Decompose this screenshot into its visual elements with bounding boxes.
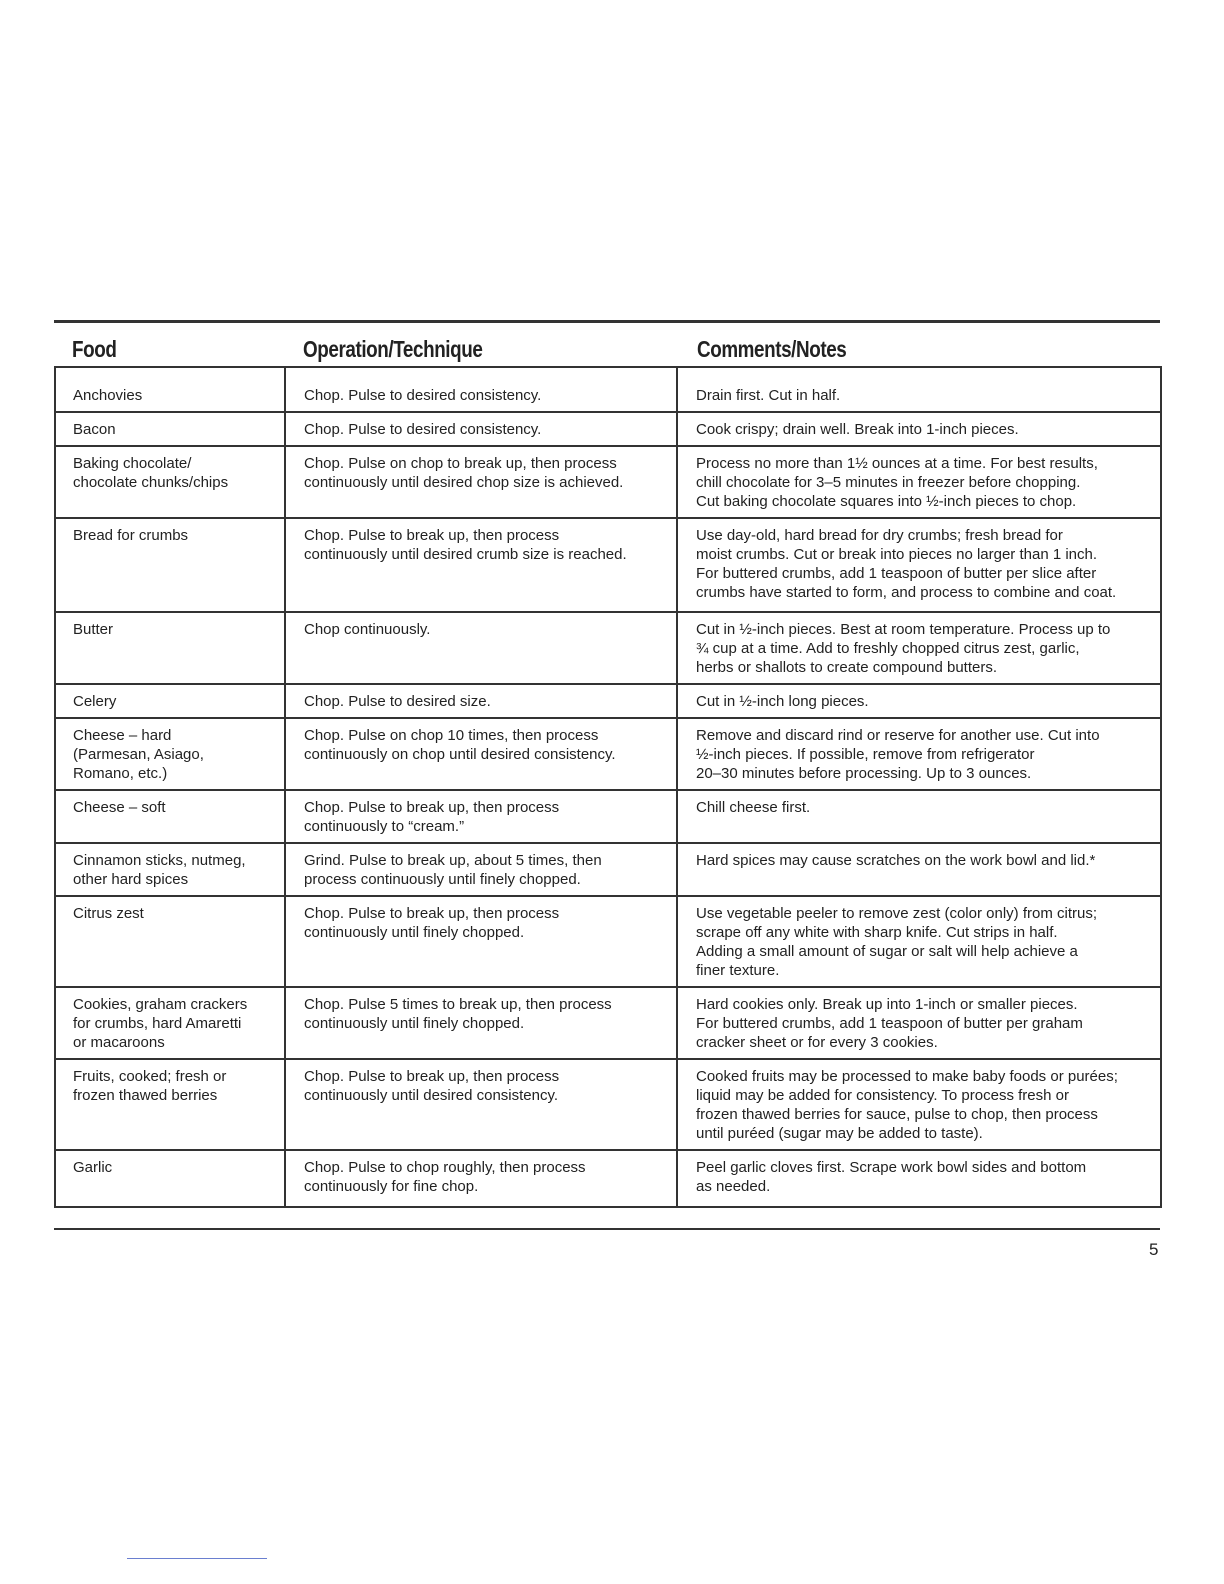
food-cell: Bacon [55,412,285,446]
food-cell: Cinnamon sticks, nutmeg, other hard spices [55,843,285,896]
table-row [55,896,1161,987]
table-row [55,843,1161,896]
operation-cell: Chop. Pulse to desired size. [285,684,677,718]
comments-cell: Peel garlic cloves first. Scrape work bowl sides and bottom as needed. [677,1150,1161,1207]
comments-cell: Use day-old, hard bread for dry crumbs; fresh bread for moist crumbs. Cut or break into pieces no larger than 1 inch. For buttered crumbs, add 1 teaspoon of butter per slice after crumbs have started to form, and process to combine and coat. [677,518,1161,612]
table-row [55,718,1161,790]
table-row [55,367,1161,412]
food-cell: Garlic [55,1150,285,1207]
food-cell: Bread for crumbs [55,518,285,612]
comments-cell: Use vegetable peeler to remove zest (color only) from citrus; scrape off any white with sharp knife. Cut strips in half. Adding a small amount of sugar or salt will help achieve a finer texture. [677,896,1161,987]
operation-cell: Chop. Pulse 5 times to break up, then process continuously until finely chopped. [285,987,677,1059]
food-cell: Celery [55,684,285,718]
footer-line [127,1558,267,1559]
table-row [55,612,1161,684]
table-row [55,1150,1161,1207]
header-comments: Comments/Notes [697,336,847,362]
page-number: 5 [1149,1240,1159,1259]
comments-cell: Cut in ½-inch long pieces. [677,684,1161,718]
food-cell: Fruits, cooked; fresh or frozen thawed berries [55,1059,285,1150]
food-cell: Cheese – hard (Parmesan, Asiago, Romano, etc.) [55,718,285,790]
food-cell: Anchovies [55,367,285,412]
comments-cell: Drain first. Cut in half. [677,367,1161,412]
operation-cell: Chop. Pulse on chop 10 times, then process continuously on chop until desired consistency. [285,718,677,790]
operation-cell: Chop. Pulse to break up, then process continuously to “cream.” [285,790,677,843]
header-operation: Operation/Technique [303,336,483,362]
header-food: Food [72,336,117,362]
comments-cell: Remove and discard rind or reserve for another use. Cut into ½-inch pieces. If possible, remove from refrigerator 20–30 minutes before processing. Up to 3 ounces. [677,718,1161,790]
comments-cell: Cook crispy; drain well. Break into 1-inch pieces. [677,412,1161,446]
food-cell: Cookies, graham crackers for crumbs, hard Amaretti or macaroons [55,987,285,1059]
top-rule [54,320,1160,323]
operation-cell: Chop. Pulse to break up, then process continuously until desired consistency. [285,1059,677,1150]
comments-cell: Chill cheese first. [677,790,1161,843]
operation-cell: Chop. Pulse to break up, then process continuously until desired crumb size is reached. [285,518,677,612]
operation-cell: Chop. Pulse to desired consistency. [285,412,677,446]
comments-cell: Cut in ½-inch pieces. Best at room temperature. Process up to ¾ cup at a time. Add to freshly chopped citrus zest, garlic, herbs or shallots to create compound butters. [677,612,1161,684]
table-row [55,446,1161,518]
food-processing-table [54,366,1162,1208]
operation-cell: Chop. Pulse on chop to break up, then process continuously until desired chop size is achieved. [285,446,677,518]
operation-cell: Chop continuously. [285,612,677,684]
comments-cell: Hard spices may cause scratches on the work bowl and lid.* [677,843,1161,896]
table-row [55,684,1161,718]
bottom-rule [54,1228,1160,1230]
table-row [55,790,1161,843]
operation-cell: Chop. Pulse to desired consistency. [285,367,677,412]
food-cell: Baking chocolate/ chocolate chunks/chips [55,446,285,518]
food-cell: Butter [55,612,285,684]
table-row [55,518,1161,612]
table-row [55,1059,1161,1150]
food-cell: Citrus zest [55,896,285,987]
table-row [55,412,1161,446]
comments-cell: Process no more than 1½ ounces at a time. For best results, chill chocolate for 3–5 minutes in freezer before chopping. Cut baking chocolate squares into ½-inch pieces to chop. [677,446,1161,518]
comments-cell: Hard cookies only. Break up into 1-inch or smaller pieces. For buttered crumbs, add 1 teaspoon of butter per graham cracker sheet or for every 3 cookies. [677,987,1161,1059]
comments-cell: Cooked fruits may be processed to make baby foods or purées; liquid may be added for consistency. To process fresh or frozen thawed berries for sauce, pulse to chop, then process until puréed (sugar may be added to taste). [677,1059,1161,1150]
food-cell: Cheese – soft [55,790,285,843]
operation-cell: Grind. Pulse to break up, about 5 times, then process continuously until finely chopped. [285,843,677,896]
operation-cell: Chop. Pulse to chop roughly, then process continuously for fine chop. [285,1150,677,1207]
operation-cell: Chop. Pulse to break up, then process continuously until finely chopped. [285,896,677,987]
table-row [55,987,1161,1059]
